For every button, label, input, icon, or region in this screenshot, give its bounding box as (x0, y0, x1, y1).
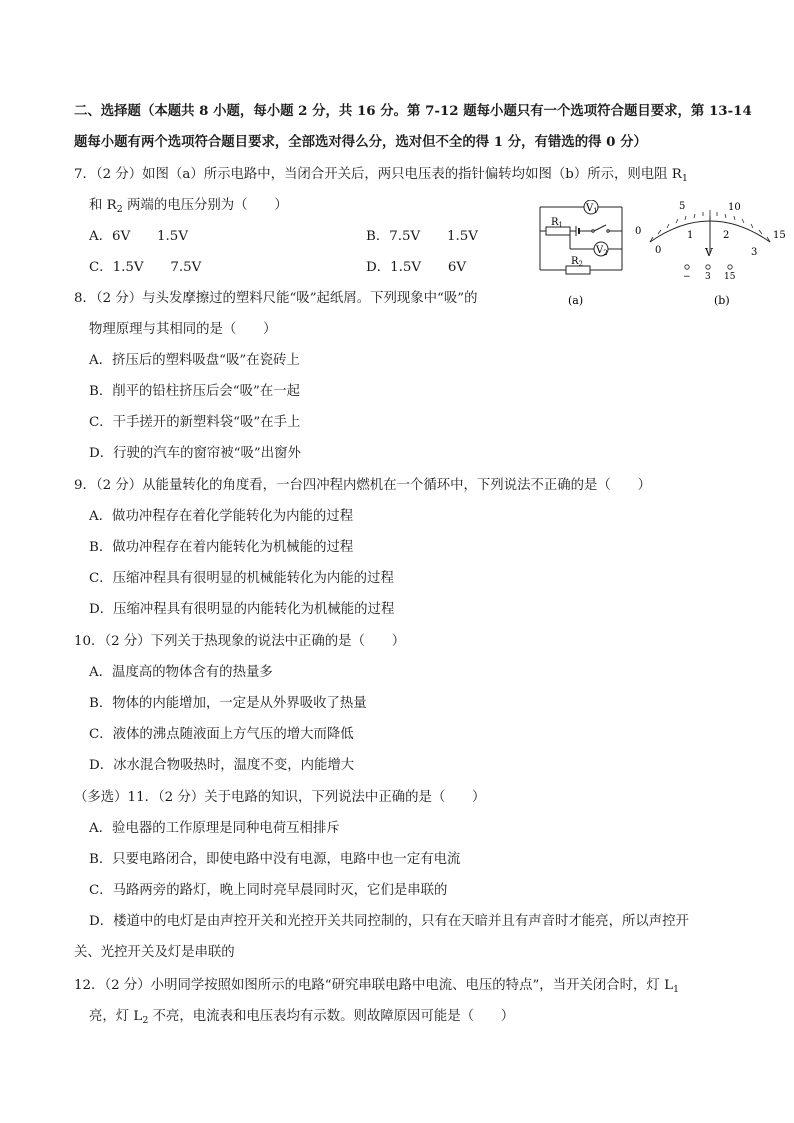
q9-stem: 9．（2 分）从能量转化的角度看，一台四冲程内燃机在一个循环中，下列说法不正确的是（ ） (74, 478, 651, 493)
q7-option-b: B．7.5V 1.5V (366, 229, 478, 244)
v1-label: $V_1$ (586, 203, 598, 215)
terminal-label-3: 3 (705, 272, 711, 282)
outer-scale-0: 0 (635, 226, 642, 237)
q8-option-d: D．行驶的汽车的窗帘被“吸”出窗外 (89, 446, 301, 461)
inner-scale-1: 1 (687, 230, 694, 241)
figure-b-caption: (b) (714, 294, 730, 307)
inner-scale-0: 0 (655, 245, 662, 256)
q10-option-b: B．物体的内能增加，一定是从外界吸收了热量 (89, 696, 367, 711)
q8-option-a: A．挤压后的塑料吸盘“吸”在瓷砖上 (89, 353, 300, 368)
outer-scale-15: 15 (773, 230, 786, 241)
q11-option-a: A．验电器的工作原理是同种电荷互相排斥 (89, 821, 340, 836)
q7-stem-line-2: 和 $R_2$ 两端的电压分别为（ ） (89, 198, 288, 215)
q10-option-a: A．温度高的物体含有的热量多 (89, 665, 273, 680)
circuit-diagram-a (534, 200, 634, 312)
q9-option-c: C．压缩冲程具有很明显的机械能转化为内能的过程 (89, 571, 394, 586)
q8-option-b: B．削平的铅柱挤压后会“吸”在一起 (89, 384, 300, 399)
outer-scale-5: 5 (679, 201, 686, 212)
q10-option-d: D．冰水混合物吸热时，温度不变，内能增大 (89, 758, 355, 773)
voltmeter-dial-b (630, 196, 794, 314)
q9-option-a: A．做功冲程存在着化学能转化为内能的过程 (89, 509, 354, 524)
q10-option-c: C．液体的沸点随液面上方气压的增大而降低 (89, 727, 354, 742)
terminal-label-negative: − (683, 272, 691, 282)
terminal-label-15: 15 (724, 272, 736, 282)
outer-scale-10: 10 (728, 202, 741, 213)
q7-option-a: A．6V 1.5V (89, 229, 188, 244)
terminal-negative (685, 265, 689, 269)
q7-option-d: D．1.5V 6V (366, 260, 467, 275)
q12-stem-line-2: 亮，灯 $L_2$ 不亮，电流表和电压表均有示数。则故障原因可能是（ ） (89, 1009, 515, 1026)
r1-label: $R_1$ (551, 217, 563, 229)
figure-a-caption: (a) (568, 294, 584, 307)
q7-stem-line-1: 7．（2 分）如图（a）所示电路中，当闭合开关后，两只电压表的指针偏转均如图（b）所示，则电阻 $R_1$ (74, 167, 688, 184)
q11-option-b: B．只要电路闭合，即使电路中没有电源，电路中也一定有电流 (89, 852, 461, 867)
inner-scale-2: 2 (723, 230, 730, 241)
q7-option-c: C．1.5V 7.5V (89, 260, 202, 275)
section-heading-line-1: 二、选择题（本题共 8 小题，每小题 2 分，共 16 分。第 7-12 题每小题只有一个选项符合题目要求，第 13-14 (74, 103, 752, 119)
q8-option-c: C．干手搓开的新塑料袋“吸”在手上 (89, 415, 301, 430)
q9-option-b: B．做功冲程存在着内能转化为机械能的过程 (89, 540, 354, 555)
terminal-15 (728, 265, 732, 269)
q8-stem-line-2: 物理原理与其相同的是（ ） (89, 322, 277, 337)
q10-stem: 10．（2 分）下列关于热现象的说法中正确的是（ ） (74, 634, 406, 649)
q9-option-d: D．压缩冲程具有很明显的内能转化为机械能的过程 (89, 602, 395, 617)
v2-label: $V_2$ (596, 245, 608, 257)
q11-stem: （多选）11．（2 分）关于电路的知识，下列说法中正确的是（ ） (74, 790, 486, 805)
q11-option-d-continued: 关、光控开关及灯是串联的 (74, 945, 235, 960)
q8-stem-line-1: 8．（2 分）与头发摩擦过的塑料尺能“吸”起纸屑。下列现象中“吸”的 (74, 291, 478, 306)
terminal-3 (706, 265, 710, 269)
section-heading-line-2: 题每小题有两个选项符合题目要求，全部选对得么分，选对但不全的得 1 分，有错选的得 0 分） (74, 134, 647, 150)
inner-scale-3: 3 (751, 247, 758, 258)
dial-unit: V (705, 246, 713, 259)
r2-label: $R_2$ (571, 256, 583, 268)
q11-option-c: C．马路两旁的路灯，晚上同时亮早晨同时灭，它们是串联的 (89, 883, 448, 898)
q12-stem-line-1: 12．（2 分）小明同学按照如图所示的电路“研究串联电路中电流、电压的特点”，当开关闭合时，灯 $L_1$ (74, 978, 680, 995)
q11-option-d: D．楼道中的电灯是由声控开关和光控开关共同控制的，只有在天暗并且有声音时才能亮，所以声控开 (89, 914, 689, 929)
